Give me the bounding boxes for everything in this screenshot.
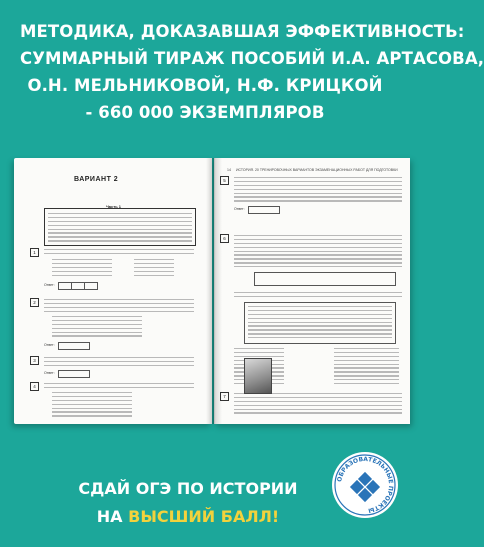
headline-line-4: - 660 000 ЭКЗЕМПЛЯРОВ xyxy=(85,103,325,122)
answer-label: Ответ: xyxy=(44,283,55,287)
cta-line-1: СДАЙ ОГЭ ПО ИСТОРИИ xyxy=(78,479,298,498)
cta-line-2 xyxy=(58,503,318,531)
badge-ring-text: ОБРАЗОВАТЕЛЬНЫЕ ПРОЕКТЫ xyxy=(336,455,395,514)
headline xyxy=(20,18,484,126)
headline-line-1: МЕТОДИКА, ДОКАЗАВШАЯ ЭФФЕКТИВНОСТЬ: xyxy=(20,22,465,41)
cta-highlight: ВЫСШИЙ БАЛЛ! xyxy=(128,507,280,526)
open-book-image xyxy=(14,158,410,426)
headline-line-3: О.Н. МЕЛЬНИКОВОЙ, Н.Ф. КРИЦКОЙ xyxy=(27,76,383,95)
portrait-photo xyxy=(244,358,272,394)
publisher-logo-icon xyxy=(332,452,398,518)
task-number: 1 xyxy=(30,248,39,257)
answer-label: Ответ: xyxy=(44,343,55,347)
answer-table xyxy=(254,272,396,286)
publisher-badge xyxy=(332,452,398,518)
cta-prefix: НА xyxy=(96,507,129,526)
part-title: Часть 1 xyxy=(106,204,122,209)
page-number: 14 xyxy=(227,168,231,172)
headline-line-2: СУММАРНЫЙ ТИРАЖ ПОСОБИЙ И.А. АРТАСОВА, xyxy=(20,49,484,68)
running-header: ИСТОРИЯ. 20 ТРЕНИРОВОЧНЫХ ВАРИАНТОВ ЭКЗАМЕНАЦИОННЫХ РАБОТ ДЛЯ ПОДГОТОВКИ xyxy=(236,168,398,172)
task-number: 2 xyxy=(30,298,39,307)
answer-label: Ответ: xyxy=(234,207,245,211)
book-spine xyxy=(206,158,222,424)
task-number: 7 xyxy=(220,392,229,401)
answer-label: Ответ: xyxy=(44,371,55,375)
data-table xyxy=(244,302,396,344)
call-to-action xyxy=(58,475,318,531)
task-number: 4 xyxy=(30,382,39,391)
left-page xyxy=(14,158,212,424)
task-number: 6 xyxy=(220,234,229,243)
variant-title: ВАРИАНТ 2 xyxy=(74,176,119,183)
instructions-box xyxy=(44,208,196,246)
task-number: 5 xyxy=(220,176,229,185)
task-number: 3 xyxy=(30,356,39,365)
